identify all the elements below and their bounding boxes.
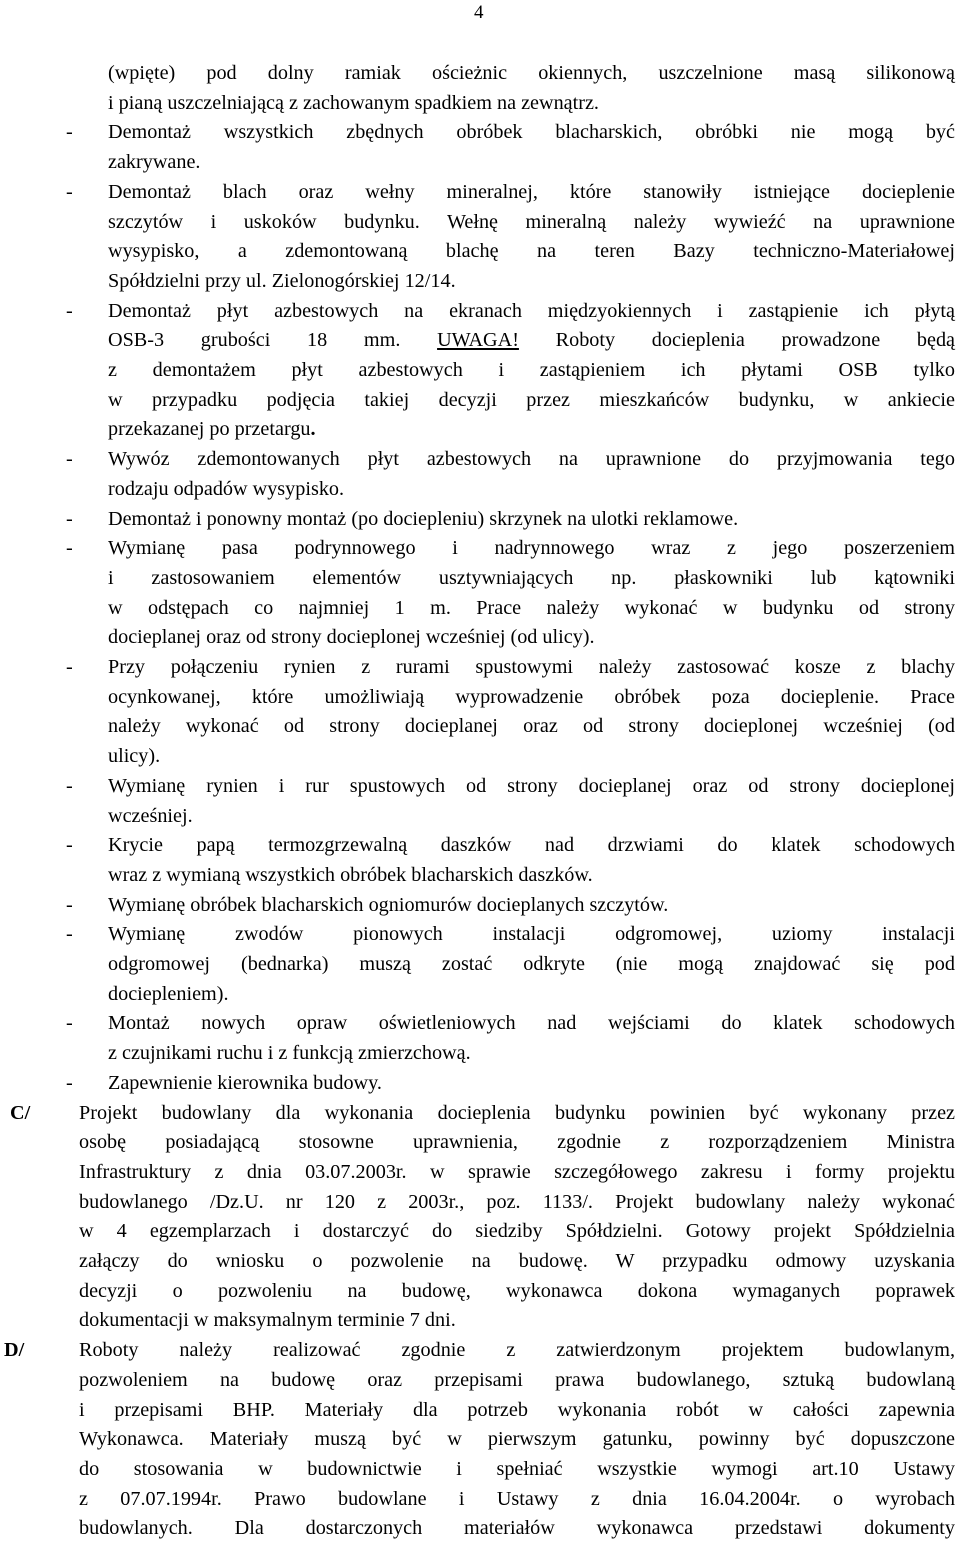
section-marker: D/ xyxy=(4,1339,25,1362)
list-item-line: Krycie papą termozgrzewalną daszków nad drzwiami do klatek schodowych xyxy=(108,834,955,857)
list-dash: - xyxy=(66,1071,73,1094)
list-dash: - xyxy=(66,180,73,203)
section-line: osobę posiadającą stosowne uprawnienia, zgodnie z rozporządzeniem Ministra xyxy=(79,1131,955,1154)
list-item-line: w przypadku podjęcia takiej decyzji przez mieszkańców budynku, w ankiecie xyxy=(108,388,955,411)
list-item-line: docieplanej oraz od strony docieplonej wcześniej (od ulicy). xyxy=(108,626,595,649)
list-item-line: Wymianę zwodów pionowych instalacji odgromowej, uziomy instalacji xyxy=(108,923,955,946)
list-dash: - xyxy=(66,537,73,560)
section-line: i przepisami BHP. Materiały dla potrzeb wykonania robót w całości zapewnia xyxy=(79,1398,955,1421)
list-item-line: i pianą uszczelniającą z zachowanym spadkiem na zewnątrz. xyxy=(108,91,599,114)
list-item-line: Demontaż i ponowny montaż (po dociepleniu) skrzynek na ulotki reklamowe. xyxy=(108,507,739,530)
list-item-line: Demontaż płyt azbestowych na ekranach międzyokiennych i zastąpienie ich płytą xyxy=(108,299,955,322)
list-item-line: Demontaż wszystkich zbędnych obróbek blacharskich, obróbki nie mogą być xyxy=(108,121,955,144)
list-item-line: Montaż nowych opraw oświetleniowych nad wejściami do klatek schodowych xyxy=(108,1012,955,1035)
list-item-line: Demontaż blach oraz wełny mineralnej, które stanowiły istniejące docieplenie xyxy=(108,180,955,203)
section-line: Projekt budowlany dla wykonania docieplenia budynku powinien być wykonany przez xyxy=(79,1101,955,1124)
section-line: z 07.07.1994r. Prawo budowlane i Ustawy z dnia 16.04.2004r. o wyrobach xyxy=(79,1487,955,1510)
list-item-line: należy wykonać od strony docieplanej oraz od strony docieplonej wcześniej (od xyxy=(108,715,955,738)
list-item-line: Wymianę pasa podrynnowego i nadrynnowego wraz z jego poszerzeniem xyxy=(108,537,955,560)
list-item-line: Wymianę rynien i rur spustowych od strony docieplanej oraz od strony docieplonej xyxy=(108,774,955,797)
uwaga-tail: Roboty docieplenia prowadzone będą xyxy=(518,329,956,352)
list-dash: - xyxy=(66,893,73,916)
section-line: załączy do wniosku o pozwolenie na budowę. W przypadku odmowy uzyskania xyxy=(79,1250,955,1272)
section-line: budowlanego /Dz.U. nr 120 z 2003r., poz. 1133/. Projekt budowlany należy wykonać xyxy=(79,1190,955,1213)
section-line: Wykonawca. Materiały muszą być w pierwszym gatunku, powinny być dopuszczone xyxy=(79,1428,955,1451)
section-line: w 4 egzemplarzach i dostarczyć do siedziby Spółdzielni. Gotowy projekt Spółdzielnia xyxy=(79,1220,955,1243)
section-line: Infrastruktury z dnia 03.07.2003r. w sprawie szczegółowego zakresu i formy projektu xyxy=(79,1160,955,1183)
list-dash: - xyxy=(66,448,73,471)
section-marker: C/ xyxy=(10,1101,31,1124)
list-dash: - xyxy=(66,121,73,144)
list-item-line: Wymianę obróbek blacharskich ogniomurów docieplanych szczytów. xyxy=(108,893,669,916)
list-dash: - xyxy=(66,1012,73,1035)
list-item-line: rodzaju odpadów wysypisko. xyxy=(108,477,345,500)
list-item-line: odgromowej (bednarka) muszą zostać odkryte (nie mogą znajdować się pod xyxy=(108,953,955,975)
list-dash: - xyxy=(66,507,73,530)
section-line: decyzji o pozwoleniu na budowę, wykonawca dokona wymaganych poprawek xyxy=(79,1279,955,1302)
section-line: do stosowania w budownictwie i spełniać wszystkie wymogi art.10 Ustawy xyxy=(79,1457,955,1480)
list-dash: - xyxy=(66,774,73,797)
page-number: 4 xyxy=(474,2,484,23)
list-dash: - xyxy=(66,656,73,678)
list-item-line: Wywóz zdemontowanych płyt azbestowych na uprawnione do przyjmowania tego xyxy=(108,448,955,471)
section-line: dokumentacji w maksymalnym terminie 7 dni. xyxy=(79,1309,456,1332)
list-item-line: wysypisko, a zdemontowaną blachę na teren Bazy techniczno-Materiałowej xyxy=(108,240,955,263)
list-item-line: Zapewnienie kierownika budowy. xyxy=(108,1071,382,1094)
section-line: Roboty należy realizować zgodnie z zatwierdzonym projektem budowlanym, xyxy=(79,1339,955,1362)
list-item-line xyxy=(108,325,955,355)
list-item-line: Spółdzielni przy ul. Zielonogórskiej 12/14. xyxy=(108,269,456,292)
uwaga-label: UWAGA! xyxy=(437,329,519,352)
list-item-line: Przy połączeniu rynien z rurami spustowymi należy zastosować kosze z blachy xyxy=(108,656,955,678)
list-item-line-text: OSB-3 grubości 18 mm. xyxy=(108,329,438,352)
list-item-line: wcześniej. xyxy=(108,804,193,827)
section-line: pozwoleniem na budowę oraz przepisami prawa budowlanego, sztuką budowlaną xyxy=(79,1368,955,1391)
list-dash: - xyxy=(66,299,73,322)
list-item-line: ocynkowanej, które umożliwiają wyprowadzenie obróbek poza docieplenie. Prace xyxy=(108,685,955,708)
list-item-line: dociepleniem). xyxy=(108,982,229,1005)
list-item-line: (wpięte) pod dolny ramiak ościeżnic okiennych, uszczelnione masą silikonową xyxy=(108,62,955,84)
list-item-line: szczytów i uskoków budynku. Wełnę mineralną należy wywieźć na uprawnione xyxy=(108,210,955,233)
list-dash: - xyxy=(66,923,73,946)
list-item-line: z czujnikami ruchu i z funkcją zmierzchową. xyxy=(108,1042,471,1065)
list-item-line: wraz z wymianą wszystkich obróbek blacharskich daszków. xyxy=(108,863,593,886)
list-item-line: zakrywane. xyxy=(108,151,201,174)
list-dash: - xyxy=(66,834,73,857)
list-item-line: w odstępach co najmniej 1 m. Prace należy wykonać w budynku od strony xyxy=(108,596,955,619)
list-item-line: z demontażem płyt azbestowych i zastąpieniem ich płytami OSB tylko xyxy=(108,359,955,381)
list-item-line: i zastosowaniem elementów usztywniających np. płaskowniki lub kątowniki xyxy=(108,566,955,589)
bold-period: . xyxy=(310,418,316,441)
list-item-line: ulicy). xyxy=(108,745,161,768)
list-item-line: przekazanej po przetargu. xyxy=(108,418,316,441)
section-line: budowlanych. Dla dostarczonych materiałów wykonawca przedstawi dokumenty xyxy=(79,1517,955,1540)
